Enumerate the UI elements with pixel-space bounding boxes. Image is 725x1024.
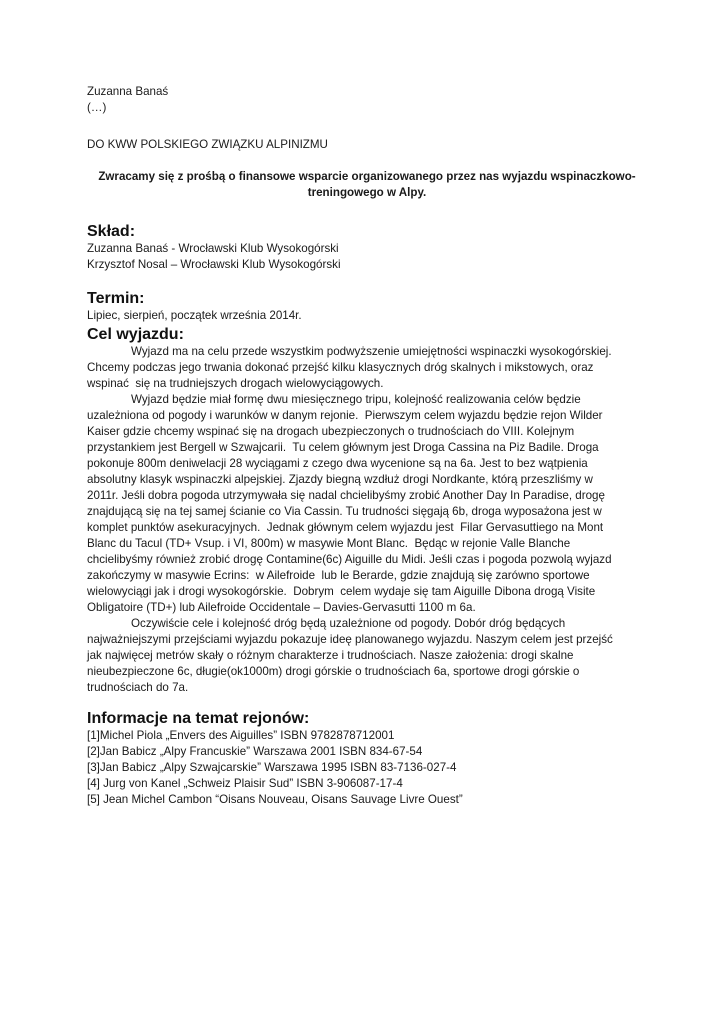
text-line: pokonuje 800m deniwelacji 28 wyciągami z czego dwa wycenione są na 6a. Jest to bez wątpienia [87,457,588,470]
info-heading: Informacje na temat rejonów: [87,710,310,727]
text-line: Wyjazd ma na celu przede wszystkim podwyższenie umiejętności wspinaczki wysokogórskiej. [131,345,612,358]
text-line: trudnościach do 7a. [87,681,189,694]
reference-item: [1]Michel Piola „Envers des Aiguilles” ISBN 9782878712001 [87,729,395,742]
recipient-line: DO KWW POLSKIEGO ZWIĄZKU ALPINIZMU [87,138,328,151]
text-line: uzależniona od pogody i warunków w danym rejonie. Pierwszym celem wyjazdu będzie rejon Wilder [87,409,603,422]
text-line: jak najwięcej metrów skały o różnym charakterze i trudnościach. Nasze założenia: drogi skalne [87,649,574,662]
text-line: wspinać się na trudniejszych drogach wielowyciągowych. [87,377,384,390]
text-line: Oczywiście cele i kolejność dróg będą uzależnione od pogody. Dobór dróg będących [131,617,566,630]
text-line: przystankiem jest Bergell w Szwajcarii. Tu celem głównym jest Droga Cassina na Piz Badile. Droga [87,441,599,454]
request-line-2: treningowego w Alpy. [307,186,427,199]
text-line: Wyjazd będzie miał formę dwu miesięcznego tripu, kolejność realizowania celów będzie [131,393,581,406]
text-line: absolutny klasyk wspinaczki alpejskiej. Zjazdy biegną wzdłuż drogi Nordkante, którą przeszliśmy w [87,473,593,486]
reference-item: [4] Jurg von Kanel „Schweiz Plaisir Sud” ISBN 3-906087-17-4 [87,777,403,790]
sklad-heading: Skład: [87,223,136,240]
cel-heading: Cel wyjazdu: [87,326,184,343]
reference-item: [3]Jan Babicz „Alpy Szwajcarskie” Warszawa 1995 ISBN 83-7136-027-4 [87,761,457,774]
text-line: nieubezpieczone 6c, długie(ok1000m) drogi górskie o trudnościach 6a, sportowe drogi górskie o [87,665,580,678]
reference-list [87,728,647,808]
text-line: 2011r. Jeśli dobra pogoda utrzymywała się nadal chcielibyśmy zrobić Another Day In Paradise, drogę [87,489,605,502]
document-body [87,84,647,808]
author-name: Zuzanna Banaś [87,85,169,98]
text-line: Chcemy podczas jego trwania dokonać przejść kilku klasycznych dróg skalnych i mikstowych, oraz [87,361,594,374]
text-line: komplet punktów asekuracyjnych. Jednak głównym celem wyjazdu jest Filar Gervasuttiego na Mont [87,521,604,534]
member-1: Zuzanna Banaś - Wrocławski Klub Wysokogórski [87,242,339,255]
ellipsis-line: (…) [87,101,107,114]
cel-paragraph-2 [87,392,647,616]
text-line: wielowyciągi jak i drogi wysokogórskie. Dobrym celem wydaje się tam Aiguille Dibona drogą Visite [87,585,596,598]
text-line: Kaiser gdzie chcemy wspinać się na drogach ubezpieczonych o trudnościach do VIII. Kolejnym [87,425,575,438]
text-line: Obligatoire (TD+) lub Ailefroide Occidentale – Davies-Gervasutti 1100 m 6a. [87,601,476,614]
text-line: znajdującą się na tej samej ścianie co Via Cassin. Tu trudności sięgają 6b, droga wyposażona jest w [87,505,602,518]
cel-paragraph-3 [87,616,647,696]
text-line: zakończymy w masywie Ecrins: w Ailefroide lub le Berarde, gdzie znajdują się zarówno sportowe [87,569,590,582]
text-line: chcielibyśmy również zrobić drogę Contamine(6c) Aiguille du Midi. Jeśli czas i pogoda pozwolą wyjazd [87,553,612,566]
request-line-1: Zwracamy się z prośbą o finansowe wsparcie organizowanego przez nas wyjazdu wspinaczkowo- [98,170,636,183]
text-line: najważniejszymi przejściami wyjazdu pokazuje ideę planowanego wyjazdu. Naszym celem jest przejść [87,633,613,646]
reference-item: [5] Jean Michel Cambon “Oisans Nouveau, Oisans Sauvage Livre Ouest” [87,793,463,806]
termin-heading: Termin: [87,290,145,307]
member-2: Krzysztof Nosal – Wrocławski Klub Wysokogórski [87,258,341,271]
termin-text: Lipiec, sierpień, początek września 2014r. [87,309,302,322]
request-statement [87,169,647,201]
reference-item: [2]Jan Babicz „Alpy Francuskie” Warszawa 2001 ISBN 834-67-54 [87,745,423,758]
text-line: Blanc du Tacul (TD+ Vsup. i VI, 800m) w masywie Mont Blanc. Będąc w rejonie Valle Blanche [87,537,571,550]
cel-paragraph-1 [87,344,647,392]
